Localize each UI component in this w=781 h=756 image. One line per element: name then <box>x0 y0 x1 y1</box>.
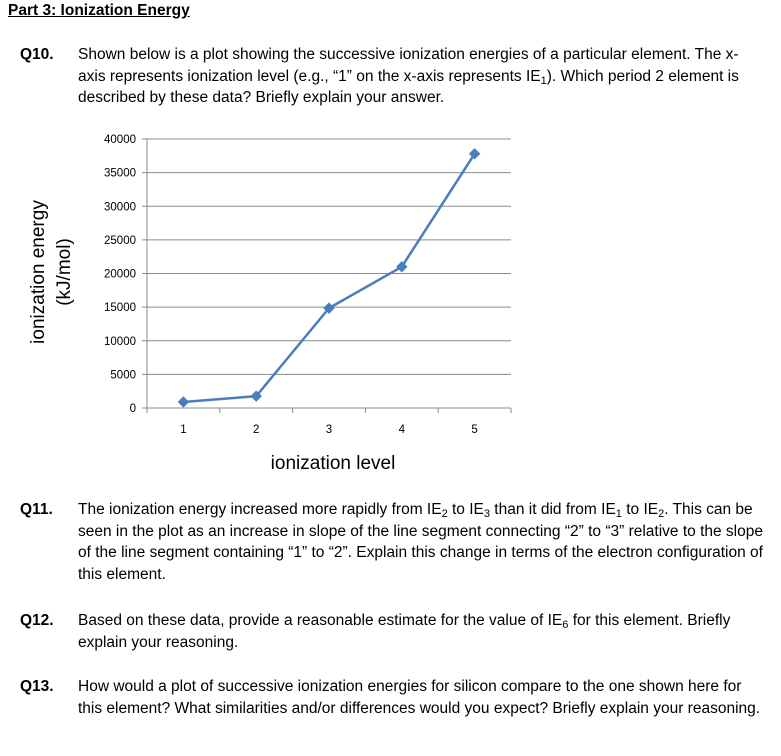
x-tick-label: 4 <box>398 424 406 436</box>
question-number: Q11. <box>20 501 53 518</box>
data-point-marker <box>178 397 188 407</box>
question-number: Q12. <box>20 612 54 629</box>
question-number: Q13. <box>20 678 54 695</box>
x-tick-label: 5 <box>471 424 478 436</box>
y-tick-label: 40000 <box>104 134 136 146</box>
question-number: Q10. <box>20 46 54 63</box>
question-13 <box>20 676 765 719</box>
y-tick-label: 20000 <box>104 268 136 281</box>
ionization-energy-chart <box>0 128 781 480</box>
x-tick-label: 3 <box>325 424 333 436</box>
subscript: 1 <box>615 508 622 520</box>
y-tick-labels <box>104 134 136 415</box>
question-10 <box>20 44 765 109</box>
y-tick-label: 10000 <box>104 335 136 348</box>
series-line <box>183 154 474 402</box>
y-tick-label: 15000 <box>104 302 136 315</box>
subscript: 2 <box>441 508 448 520</box>
y-axis-title-line-1: ionization energy <box>28 200 49 344</box>
question-11 <box>20 499 765 585</box>
question-text: The ionization energy increased more rapidly from $IE_2$ to $IE_3$ than it did from $IE_1$ to $IE_2$. This can be seen in the plot as an increase in slope of the line segment connecting “2” to “3” relative to the slope of the line segment containing “1” to “2”. Explain this change in terms of the electron configuration of this element. <box>78 501 763 583</box>
y-tick-label: 35000 <box>104 167 136 180</box>
question-12 <box>20 610 765 653</box>
gridlines <box>147 139 511 374</box>
x-tick-label: 2 <box>252 424 260 436</box>
x-tick-labels <box>180 424 478 436</box>
y-tick-label: 25000 <box>104 234 136 247</box>
x-tick-label: 1 <box>180 424 187 436</box>
subscript: 6 <box>562 619 569 631</box>
y-axis-title-line-2: (kJ/mol) <box>54 238 75 306</box>
y-tick-label: 30000 <box>104 201 136 214</box>
question-text: How would a plot of successive ionization energies for silicon compare to the one shown here for this element? What similarities and/or differences would you expect? Briefly explain your reasoning. <box>78 678 761 717</box>
question-text: Shown below is a plot showing the successive ionization energies of a particular element. The x-axis represents ionization level (e.g., “1” on the x-axis represents $IE_1$). Which period 2 element is described by these data? Briefly explain your answer. <box>78 46 739 106</box>
x-axis-title: ionization level <box>270 453 396 474</box>
section-title: Part 3: Ionization Energy <box>8 2 190 19</box>
subscript: 2 <box>658 508 665 520</box>
series-markers <box>178 149 479 407</box>
subscript: 3 <box>483 508 490 520</box>
y-tick-label: 5000 <box>110 369 136 382</box>
y-tick-label: 0 <box>129 403 136 415</box>
series-line-path <box>183 154 474 402</box>
axes <box>142 139 511 413</box>
subscript: 1 <box>540 74 547 87</box>
question-text: Based on these data, provide a reasonable estimate for the value of $IE_6$ for this element. Briefly explain your reasoning. <box>78 612 731 651</box>
